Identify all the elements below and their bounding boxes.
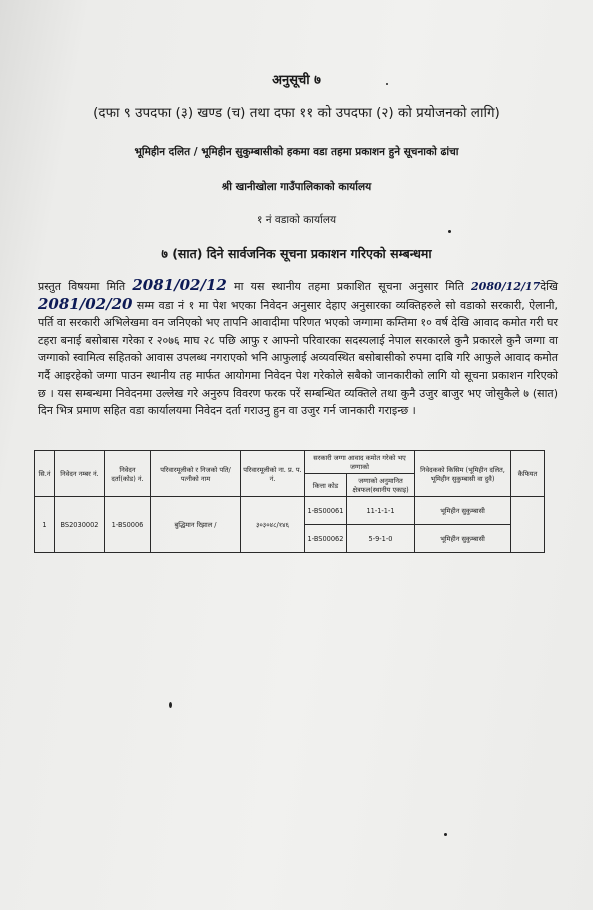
notice-body: [38, 277, 558, 420]
cell-type: भूमिहीन सुकुम्बासी: [415, 497, 511, 525]
cell-type: भूमिहीन सुकुम्बासी: [415, 525, 511, 553]
table-row: [35, 497, 545, 525]
body-text-1: प्रस्तुत विषयमा मिति: [38, 280, 126, 293]
schedule-title: अनुसूची ७: [272, 73, 321, 88]
paper-speck: [169, 702, 172, 708]
header-applicant-id: निवेदन नम्बर नं.: [55, 451, 105, 497]
header-applicant-type: निवेदकको किसिम (भूमिहीन दलित, भूमिहीन सुकुम्बासी वा दुवै): [415, 451, 511, 497]
applicant-table: [34, 450, 545, 553]
cell-kitta: 1-BS00061: [305, 497, 347, 525]
handwritten-date-1: 2081/02/12: [132, 276, 227, 294]
handwritten-date-2: 2080/12/17: [471, 280, 541, 293]
header-remarks: कैफियत: [511, 451, 545, 497]
notice-title: ७ (सात) दिने सार्वजनिक सूचना प्रकाशन गरिएको सम्बन्धमा: [161, 246, 432, 261]
cell-kitta: 1-BS00062: [305, 525, 347, 553]
schedule-subtitle: (दफा ९ उपदफा (३) खण्ड (च) तथा दफा ११ को उपदफा (२) को प्रयोजनको लागि): [93, 105, 500, 121]
header-kitta: कित्ता कोड: [305, 474, 347, 497]
paper-speck: [444, 833, 447, 836]
cell-citizenship: ३०३०४८/१४६: [241, 497, 305, 553]
header-area: जग्गाको अनुमानित क्षेत्रफल(स्थानीय एकाइ): [347, 474, 415, 497]
office-name: श्री खानीखोला गाउँपालिकाको कार्यालय: [221, 181, 372, 193]
cell-application-reg: 1-BS0006: [105, 497, 151, 553]
cell-applicant-id: BS2030002: [55, 497, 105, 553]
cell-remarks: [511, 497, 545, 553]
handwritten-date-3: 2081/02/20: [38, 294, 133, 313]
header-land-group: सरकारी जग्गा आवाद कमोत गरेको भए जग्गाको: [305, 451, 415, 474]
cell-area: 11-1-1-1: [347, 497, 415, 525]
cell-name: बुद्धिमान रिझाल /: [151, 497, 241, 553]
paper-speck: [448, 230, 451, 233]
notice-format-heading: भूमिहीन दलित / भूमिहीन सुकुम्बासीको हकमा वडा तहमा प्रकाशन हुने सूचनाको ढांचा: [134, 146, 459, 158]
cell-area: 5-9-1-0: [347, 525, 415, 553]
ward-office: १ नं वडाको कार्यालय: [256, 214, 337, 226]
body-text-4: सम्म वडा नं १ मा पेश भएका निवेदन अनुसार देहाए अनुसारका व्यक्तिहरुले सो वडाको सरकारी, ऐलानी, पर्ति वा सरकारी अभिलेखमा वन जनिएको भए तापनि आवादीमा परिणत भएको जग्गामा कम्तिमा १० वर्ष देखि आवाद कमोत गरी घर टहरा बनाई बसोबास गरेका र २०७६ माघ २८ पछि आफु र आफ्नो परिवारका सदस्यलाई नेपाल सरकारले कुनै प्रकारले कुनै जग्गा वा जग्गाको स्वामित्व सहितको आवास उपलब्ध नगराएको भनि आफुलाई अव्यवस्थित बसोबासीको रुपमा दाबि गरि आफुले आवाद कमोत गर्दै आइरहेको जग्गा पाउन स्थानीय तह मार्फत आयोगमा निवेदन पेश गरेकोले सबैको जानकारीको लागि यो सूचना प्रकाशन गरिएको छ । यस सम्बन्धमा निवेदनमा उल्लेख गरे अनुरुप विवरण फरक परें सम्बन्धित व्यक्तिले तथा कुनै उजुर बाजुर भए जोसुकैले ७ (सात) दिन भित्र प्रमाण सहित वडा कार्यालयमा निवेदन दर्ता गराउनु हुन वा उजुर गर्न जानकारी गराइन्छ ।: [38, 298, 558, 418]
body-text-2: मा यस स्थानीय तहमा प्रकाशित सूचना अनुसार मिति: [234, 280, 464, 293]
header-citizenship: परिवारमूलीको ना. प्र. प. नं.: [241, 451, 305, 497]
cell-sn: 1: [35, 497, 55, 553]
header-application-reg: निवेदन दर्ता(कोड) नं.: [105, 451, 151, 497]
body-text-3: देखि: [540, 280, 558, 293]
paper-speck: [386, 83, 388, 85]
header-name: परिवारमूलीको र निजको पति/पत्नीको नाम: [151, 451, 241, 497]
header-sn: सि.नं: [35, 451, 55, 497]
